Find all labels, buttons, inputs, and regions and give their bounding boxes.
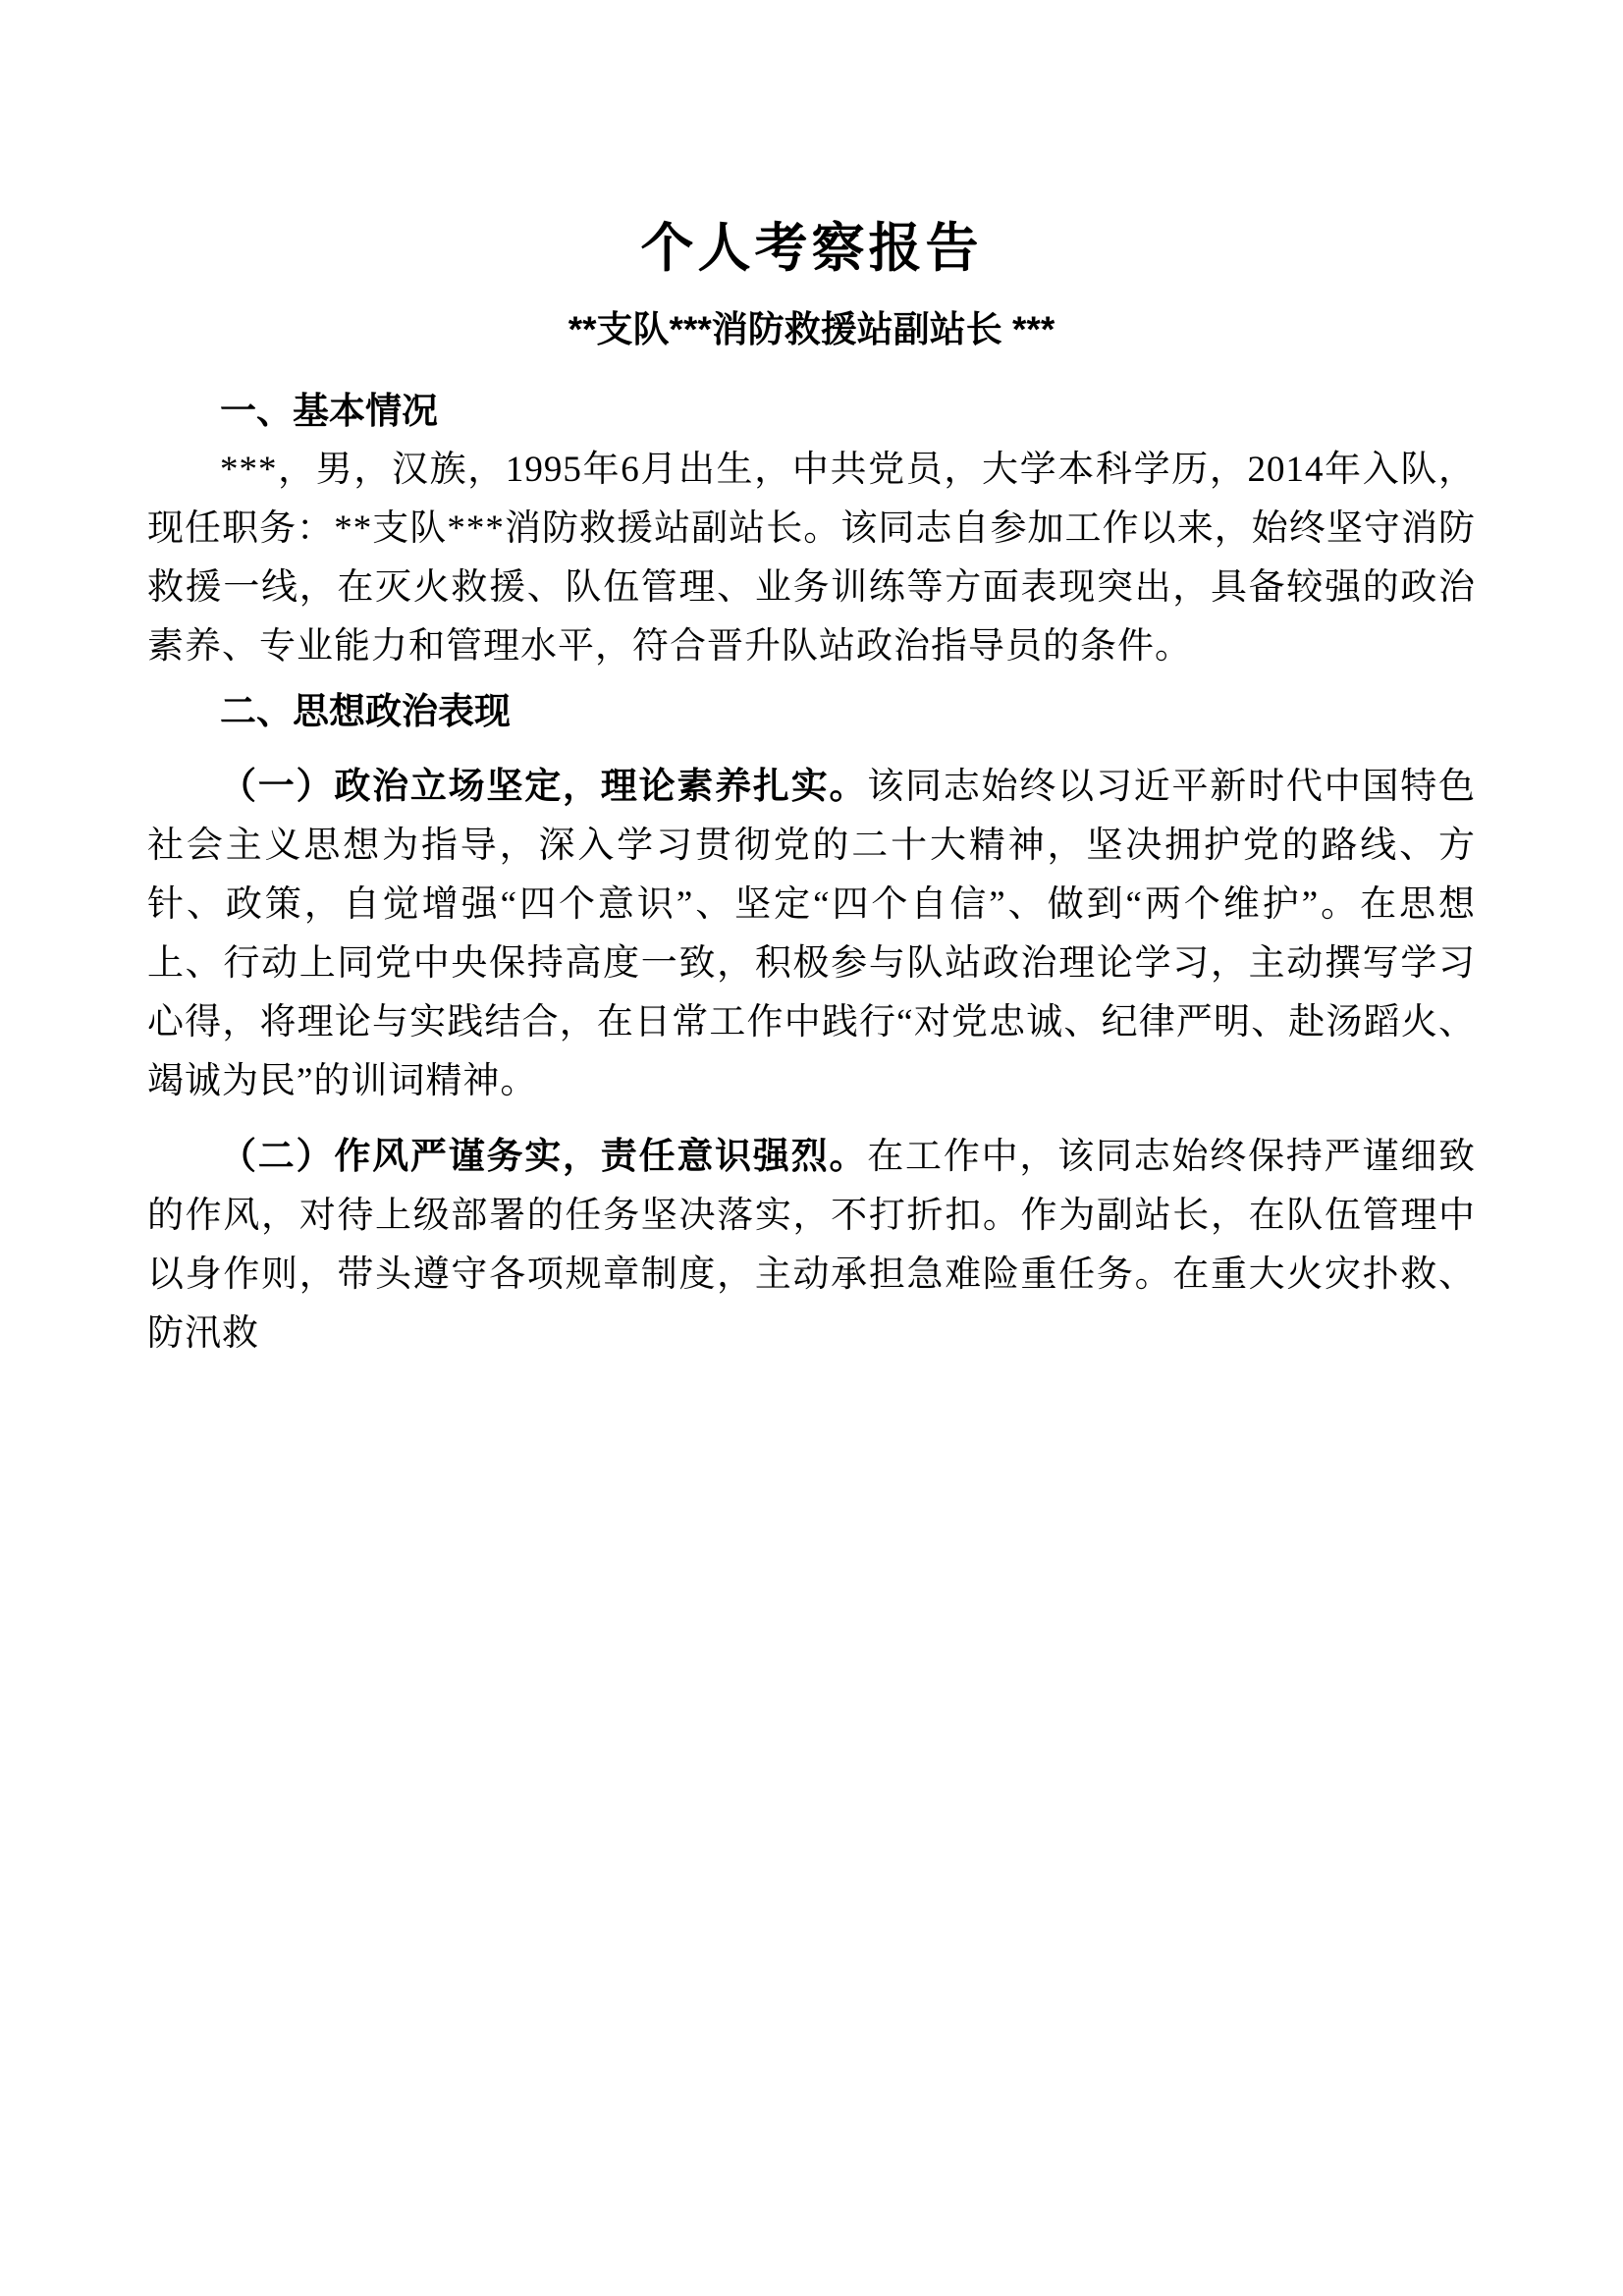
paragraph-work-style	[147, 1127, 1476, 1363]
subsection-1-lead: （一）政治立场坚定，理论素养扎实。	[220, 766, 868, 806]
subsection-1-body: 该同志始终以习近平新时代中国特色社会主义思想为指导，深入学习贯彻党的二十大精神，坚决拥护党的路线、方针、政策，自觉增强“四个意识”、坚定“四个自信”、做到“两个维护”。在思想上、行动上同党中央保持高度一致，积极参与队站政治理论学习，主动撰写学习心得，将理论与实践结合，在日常工作中践行“对党忠诚、纪律严明、赴汤蹈火、竭诚为民”的训词精神。	[147, 767, 1476, 1101]
section-heading-political-performance: 二、思想政治表现	[220, 691, 511, 731]
subsection-2-lead: （二）作风严谨务实，责任意识强烈。	[220, 1136, 868, 1176]
section-heading-basic-info: 一、基本情况	[220, 391, 438, 431]
paragraph-basic-info: ***，男，汉族，1995年6月出生，中共党员，大学本科学历，2014年入队，现任职务：**支队***消防救援站副站长。该同志自参加工作以来，始终坚守消防救援一线，在灭火救援、队伍管理、业务训练等方面表现突出，具备较强的政治素养、专业能力和管理水平，符合晋升队站政治指导员的条件。	[147, 450, 1476, 667]
subsection-2-body: 在工作中，该同志始终保持严谨细致的作风，对待上级部署的任务坚决落实，不打折扣。作为副站长，在队伍管理中以身作则，带头遵守各项规章制度，主动承担急难险重任务。在重大火灾扑救、防汛救	[147, 1137, 1476, 1354]
document-subtitle: **支队***消防救援站副站长 ***	[568, 309, 1055, 349]
document-title: 个人考察报告	[640, 219, 983, 278]
paragraph-political-stance	[147, 757, 1476, 1111]
